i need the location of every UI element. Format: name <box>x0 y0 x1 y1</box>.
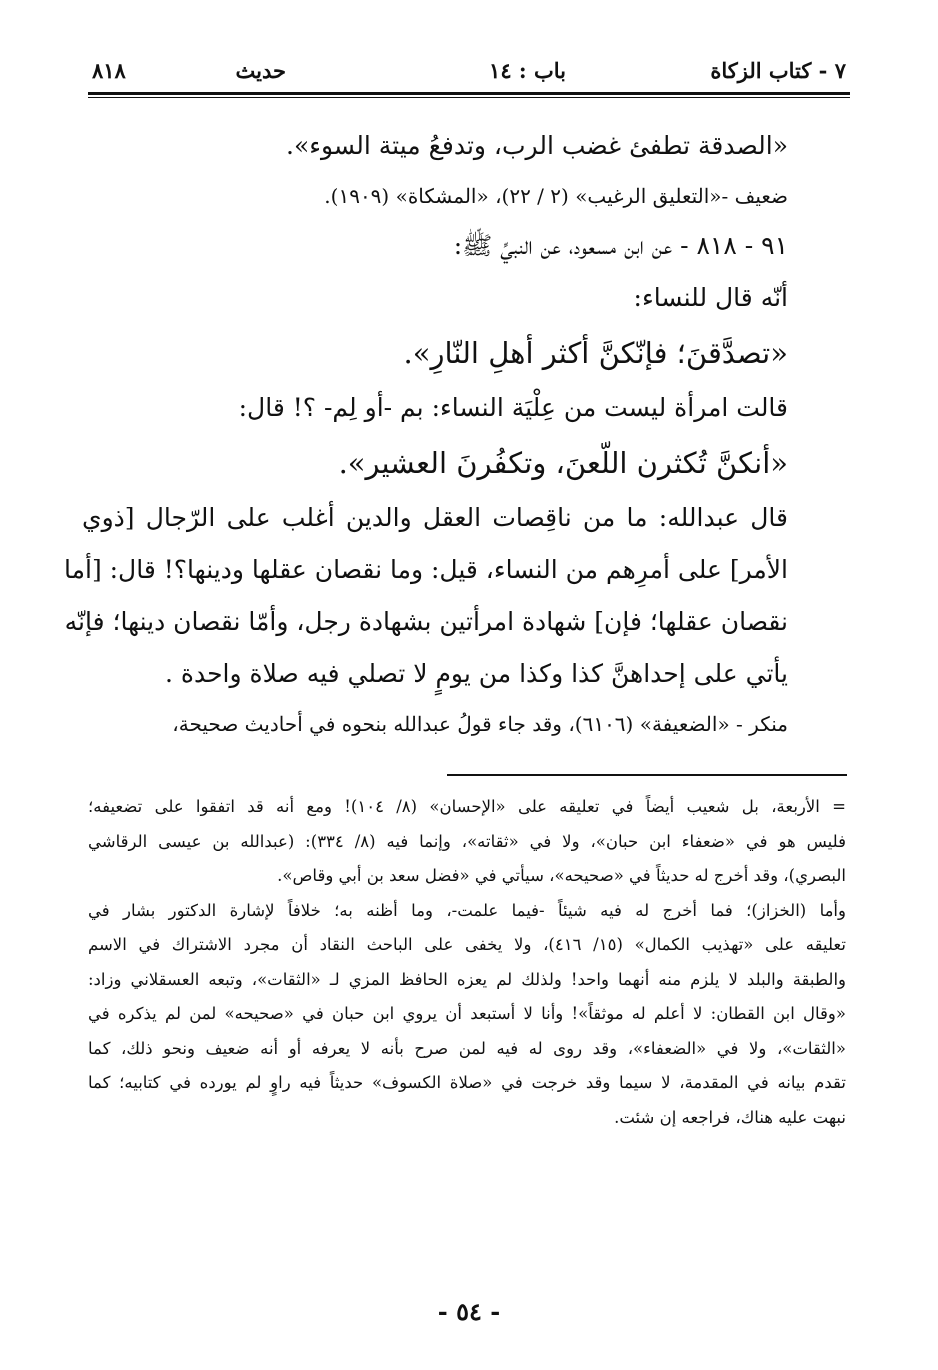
text-line: قالت امرأة ليست من عِلْيَة النساء: بم -أو لِم- ؟! قال: <box>238 393 788 422</box>
footnote-line: فليس هو في «ضعفاء ابن حبان»، ولا في «ثقاته»، وإنما فيه (٨/ ٣٣٤): (عبدالله بن عيسى الرقاشي <box>88 831 846 851</box>
footnote-line: وأما (الخزاز)؛ فما أخرج له فيه شيئاً -فيما علمت-، وما أظنه به؛ خلافاً لإشارة الدكتور بشار في <box>88 900 846 920</box>
hadith-heading: ٩١ - ٨١٨ - عن ابن مسعود، عن النبيِّ ﷺ: <box>453 231 788 260</box>
header-rule-thick <box>88 92 850 95</box>
text-line: قال عبدالله: ما من ناقِصات العقل والدين أغلب على الرّجال [ذوي <box>82 503 788 532</box>
text-line: «الصدقة تطفئ غضب الرب، وتدفعُ ميتة السوء». <box>286 131 788 160</box>
grading-line: منكر - «الضعيفة» (٦١٠٦)، وقد جاء قولُ عبدالله بنحوه في أحاديث صحيحة، <box>172 712 788 736</box>
footnote-line: «الثقات»، ولا في «الضعفاء»، وقد روى له فيه لمن صرح بأنه لا يعرفه أو أنه ضعيف ونحو ذلك، كما <box>88 1038 846 1058</box>
footnote-line: تقدم بيانه في المقدمة، لا سيما وقد خرجت في «صلاة الكسوف» حديثاً فيه راوٍ لم يورده في كتابيه؛ كما <box>88 1073 846 1092</box>
hadith-number: ٨١٨ <box>92 58 126 83</box>
text-line: نقصان عقلها؛ فإن] شهادة امرأتين بشهادة رجل، وأمّا نقصان دينها؛ فإنّه <box>64 607 788 636</box>
page-number: - ٥٤ - <box>437 1297 501 1326</box>
footnote-line: والطبقة والبلد لا يلزم منه أنهما واحد! ولذلك لم يعزه الحافظ المزي لـ «الثقات»، وتبعه العسقلاني وزاد: <box>88 969 846 989</box>
footnote-line: البصري)، وقد أخرج له حديثاً في «صحيحه»، سيأتي في «فضل سعد بن أبي وقاص». <box>277 866 846 885</box>
text-line: الأمر] على أمرِهم من النساء، قيل: وما نقصان عقلها ودينها؟! قال: [أما <box>63 555 788 584</box>
footnote-line: = الأربعة، بل شعيب أيضاً في تعليقه على «الإحسان» (٨/ ١٠٤)! ومع أنه قد اتفقوا على تضعيفه؛ <box>88 797 847 816</box>
grading-line: ضعيف -«التعليق الرغيب» (٢ / ٢٢)، «المشكاة» (١٩٠٩). <box>324 184 788 208</box>
running-header <box>92 56 846 86</box>
footnote-line: نبهت عليه هناك، فراجعه إن شئت. <box>614 1107 846 1127</box>
book-title: ٧ - كتاب الزكاة <box>710 58 846 83</box>
hadith-label: حديث <box>235 58 286 83</box>
main-text <box>63 120 788 748</box>
header-rule-thin <box>88 97 850 98</box>
footnote-separator <box>447 774 847 776</box>
hadith-quote: «أنكنَّ تُكثرن اللّعنَ، وتكفُرنَ العشير». <box>338 446 788 480</box>
text-line: أنّه قال للنساء: <box>633 283 788 312</box>
footnote-line: «وقال ابن القطان: لا أعلم له موثقاً»! وأنا لا أستبعد أن يروي ابن حبان في «صحيحه» لمن لم يذكره في <box>88 1004 846 1023</box>
footnotes <box>88 790 846 1135</box>
chapter-label: باب : ١٤ <box>489 58 566 83</box>
hadith-quote: «تصدَّقنَ؛ فإنّكنَّ أكثر أهلِ النّارِ». <box>403 336 788 370</box>
footnote-line: تعليقه على «تهذيب الكمال» (١٥/ ٤١٦)، ولا يخفى على الباحث النقاد أن مجرد الاشتراك في الاسم <box>88 935 846 954</box>
text-line: يأتي على إحداهنَّ كذا وكذا من يومٍ لا تصلي فيه صلاة واحدة . <box>164 659 788 688</box>
